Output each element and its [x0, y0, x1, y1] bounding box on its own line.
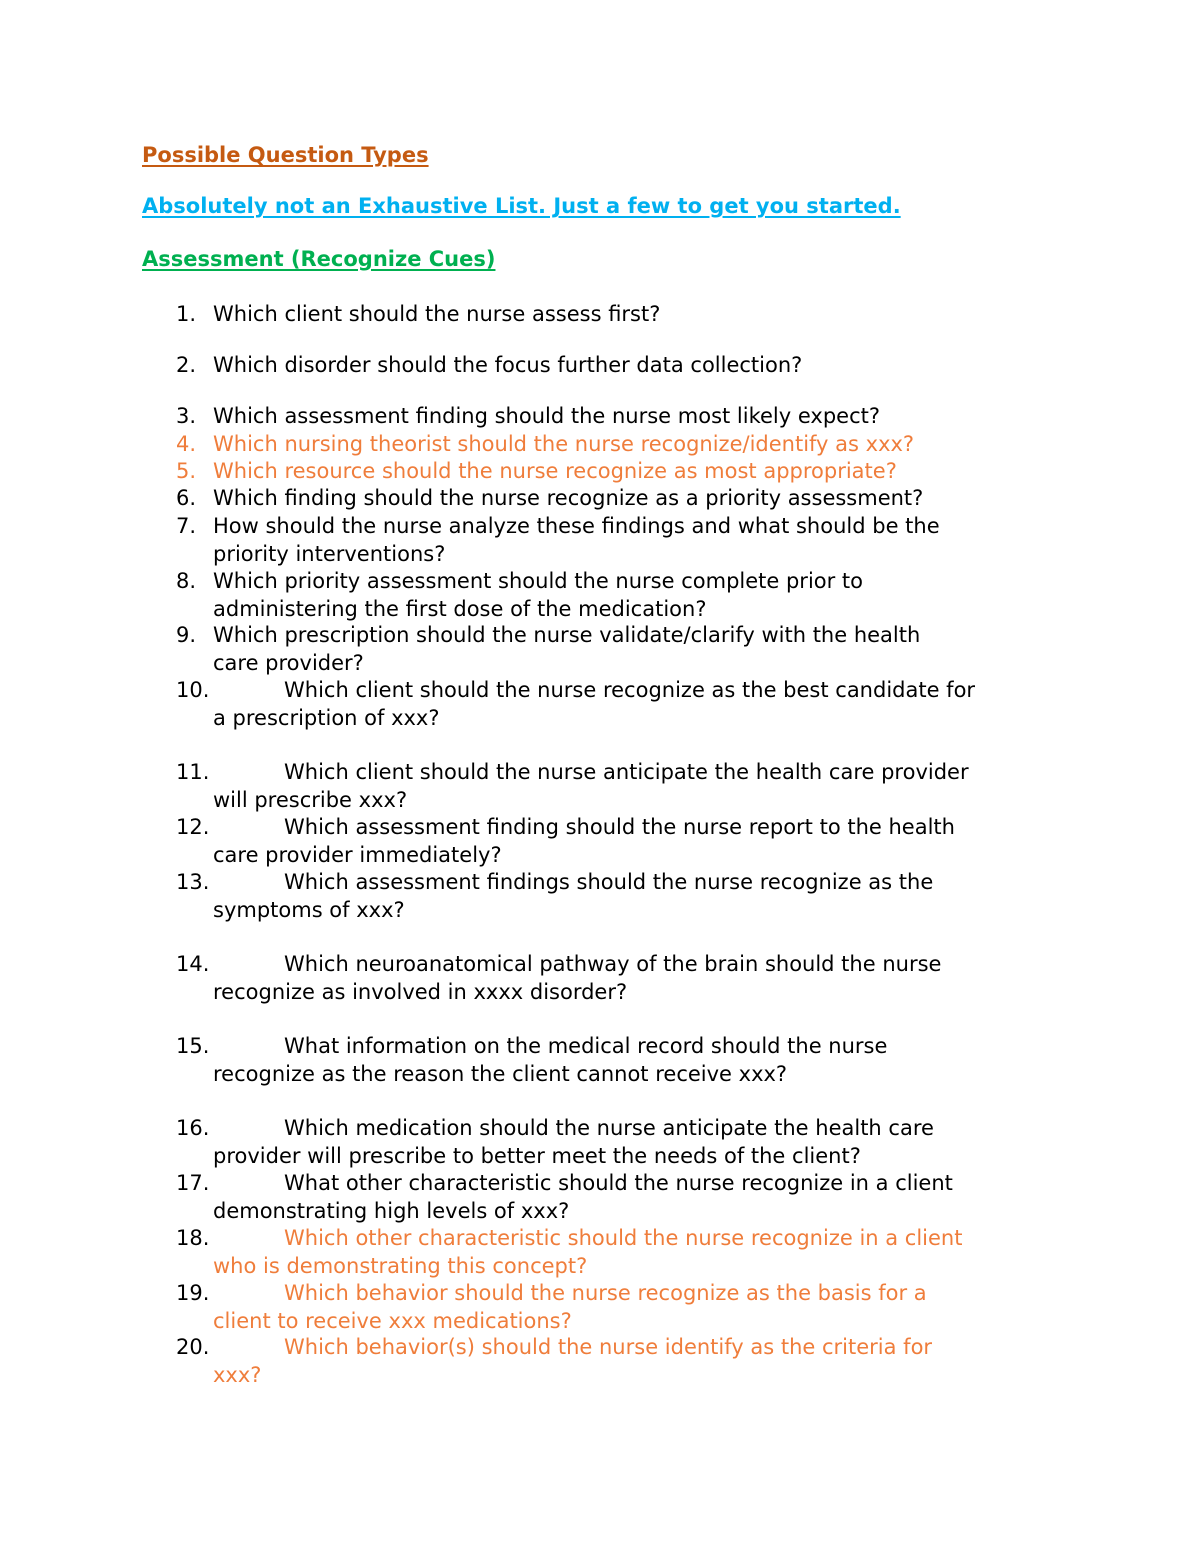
item-number: 15. [176, 1034, 210, 1058]
item-text: Which nursing theorist should the nurse recognize/identify as xxx? [213, 432, 915, 456]
list-item [176, 1225, 1076, 1280]
item-number: 7. [176, 514, 197, 538]
list-item [176, 352, 1076, 380]
list-item [176, 677, 1076, 732]
item-text: Which client should the nurse assess first? [213, 302, 661, 326]
item-number: 2. [176, 353, 197, 377]
item-number: 16. [176, 1116, 210, 1140]
item-number: 12. [176, 815, 210, 839]
item-text: Which behavior(s) should the nurse identify as the criteria for xxx? [213, 1335, 933, 1387]
document-note: Absolutely not an Exhaustive List. Just a few to get you started. [142, 194, 901, 218]
item-text: Which neuroanatomical pathway of the brain should the nurse recognize as involved in xxxx disorder? [213, 952, 942, 1004]
item-text: What information on the medical record should the nurse recognize as the reason the client cannot receive xxx? [213, 1034, 888, 1086]
list-item [176, 431, 1076, 459]
item-text: Which assessment findings should the nurse recognize as the symptoms of xxx? [213, 870, 934, 922]
list-item [176, 869, 1076, 924]
list-item [176, 1033, 1076, 1088]
item-text: Which resource should the nurse recognize as most appropriate? [213, 459, 897, 483]
list-item [176, 814, 1076, 869]
item-text: Which client should the nurse anticipate the health care provider will prescribe xxx? [213, 760, 969, 812]
item-number: 18. [176, 1226, 210, 1250]
item-number: 13. [176, 870, 210, 894]
item-number: 17. [176, 1171, 210, 1195]
list-item [176, 1280, 1076, 1335]
item-number: 4. [176, 432, 197, 456]
item-text: Which disorder should the focus further data collection? [213, 353, 803, 377]
item-number: 5. [176, 459, 197, 483]
item-text: Which client should the nurse recognize as the best candidate for a prescription of xxx? [213, 678, 976, 730]
item-text: Which finding should the nurse recognize as a priority assessment? [213, 486, 924, 510]
item-text: How should the nurse analyze these findings and what should be the priority interventions? [213, 514, 940, 566]
document-title: Possible Question Types [142, 143, 429, 167]
item-number: 11. [176, 760, 210, 784]
item-number: 1. [176, 302, 197, 326]
list-item [176, 458, 1076, 486]
item-text: Which behavior should the nurse recognize as the basis for a client to receive xxx medications? [213, 1281, 927, 1333]
section-title: Assessment (Recognize Cues) [142, 247, 496, 271]
item-number: 10. [176, 678, 210, 702]
item-text: Which priority assessment should the nurse complete prior to administering the first dose of the medication? [213, 569, 864, 621]
list-item [176, 403, 1076, 431]
item-number: 3. [176, 404, 197, 428]
list-item [176, 622, 1076, 677]
item-number: 19. [176, 1281, 210, 1305]
item-text: Which medication should the nurse anticipate the health care provider will prescribe to better meet the needs of the client? [213, 1116, 934, 1168]
item-text: Which prescription should the nurse validate/clarify with the health care provider? [213, 623, 921, 675]
item-number: 9. [176, 623, 197, 647]
list-item [176, 513, 1076, 568]
list-item [176, 1334, 1076, 1389]
item-number: 14. [176, 952, 210, 976]
list-item [176, 759, 1076, 814]
list-item [176, 1115, 1076, 1170]
list-item [176, 301, 1076, 329]
list-item [176, 485, 1076, 513]
list-item [176, 568, 1076, 623]
item-number: 8. [176, 569, 197, 593]
item-text: Which assessment finding should the nurse most likely expect? [213, 404, 881, 428]
item-number: 6. [176, 486, 197, 510]
list-item [176, 951, 1076, 1006]
item-text: Which assessment finding should the nurse report to the health care provider immediately? [213, 815, 955, 867]
item-text: Which other characteristic should the nurse recognize in a client who is demonstrating this concept? [213, 1226, 963, 1278]
list-item [176, 1170, 1076, 1225]
item-number: 20. [176, 1335, 210, 1359]
item-text: What other characteristic should the nurse recognize in a client demonstrating high levels of xxx? [213, 1171, 953, 1223]
